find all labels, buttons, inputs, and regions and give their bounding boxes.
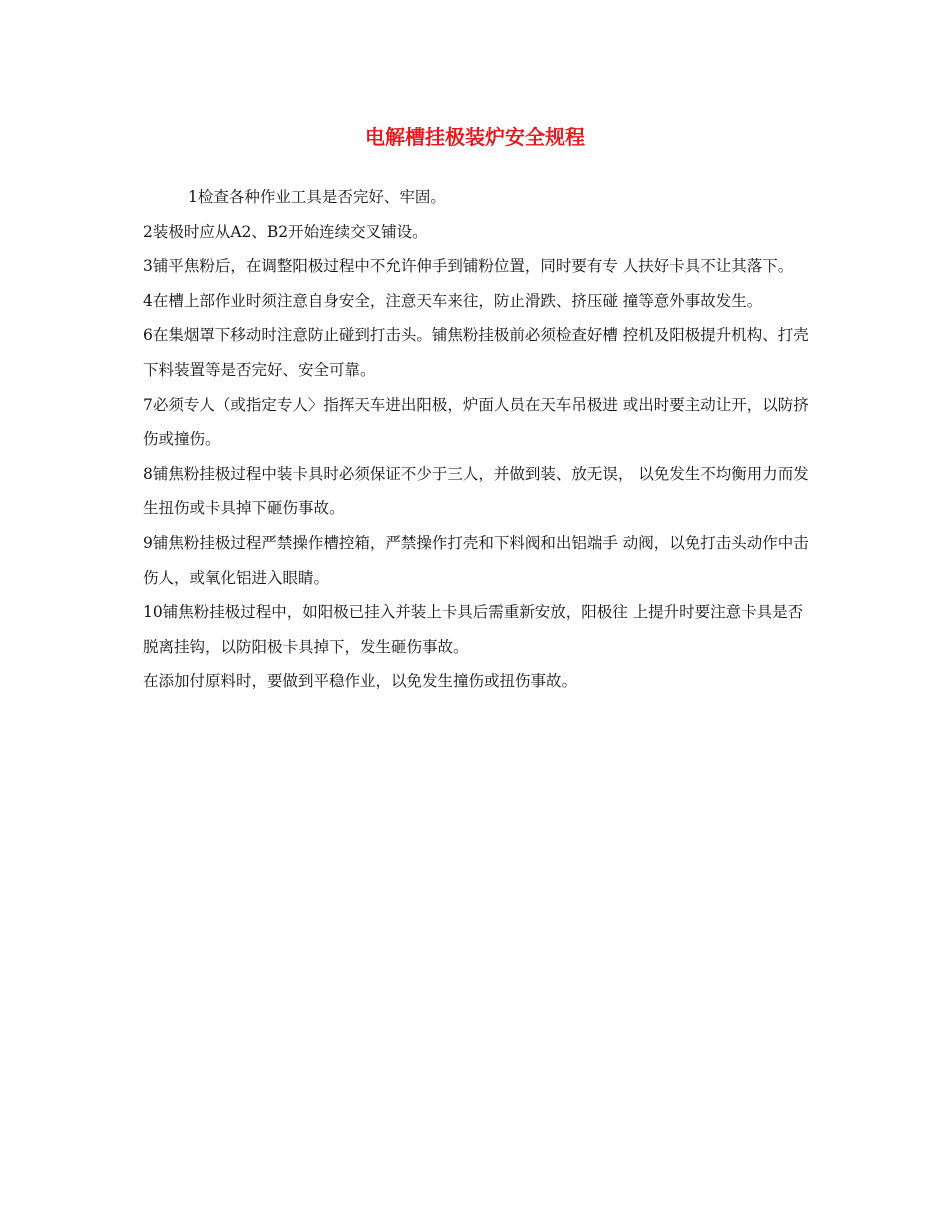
document-title: 电解槽挂极装炉安全规程 bbox=[365, 125, 585, 149]
paragraph-8: 8铺焦粉挂极过程中装卡具时必须保证不少于三人，并做到装、放无误， 以免发生不均衡用力而发生扭伤或卡具掉下砸伤事故。 bbox=[143, 464, 809, 518]
paragraph-1: 1检查各种作业工具是否完好、牢固。 bbox=[188, 188, 446, 206]
paragraph-9: 9铺焦粉挂极过程严禁操作槽控箱，严禁操作打壳和下料阀和出铝端手 动阀，以免打击头动作中击伤人，或氧化铝进入眼睛。 bbox=[143, 533, 809, 587]
paragraph-10: 10铺焦粉挂极过程中，如阳极已挂入并装上卡具后需重新安放，阳极往 上提升时要注意卡具是否脱离挂钩，以防阳极卡具掉下，发生砸伤事故。 bbox=[143, 603, 804, 656]
paragraph-6: 6在集烟罩下移动时注意防止碰到打击头。铺焦粉挂极前必须检查好槽 控机及阳极提升机构、打壳下料装置等是否完好、安全可靠。 bbox=[143, 326, 809, 379]
document-body bbox=[143, 180, 813, 699]
paragraph-final: 在添加付原料时，要做到平稳作业，以免发生撞伤或扭伤事故。 bbox=[143, 672, 578, 691]
paragraph-4: 4在槽上部作业时须注意自身安全，注意天车来往，防止滑跌、挤压碰 撞等意外事故发生。 bbox=[143, 291, 763, 310]
paragraph-7: 7必须专人（或指定专人〉指挥天车进出阳极，炉面人员在天车吊极进 或出时要主动让开，以防挤伤或撞伤。 bbox=[143, 395, 809, 449]
paragraph-3: 3铺平焦粉后，在调整阳极过程中不允许伸手到铺粉位置，同时要有专 人扶好卡具不让其落下。 bbox=[143, 257, 794, 276]
paragraph-2: 2装极时应从A2、B2开始连续交叉铺设。 bbox=[143, 222, 428, 241]
